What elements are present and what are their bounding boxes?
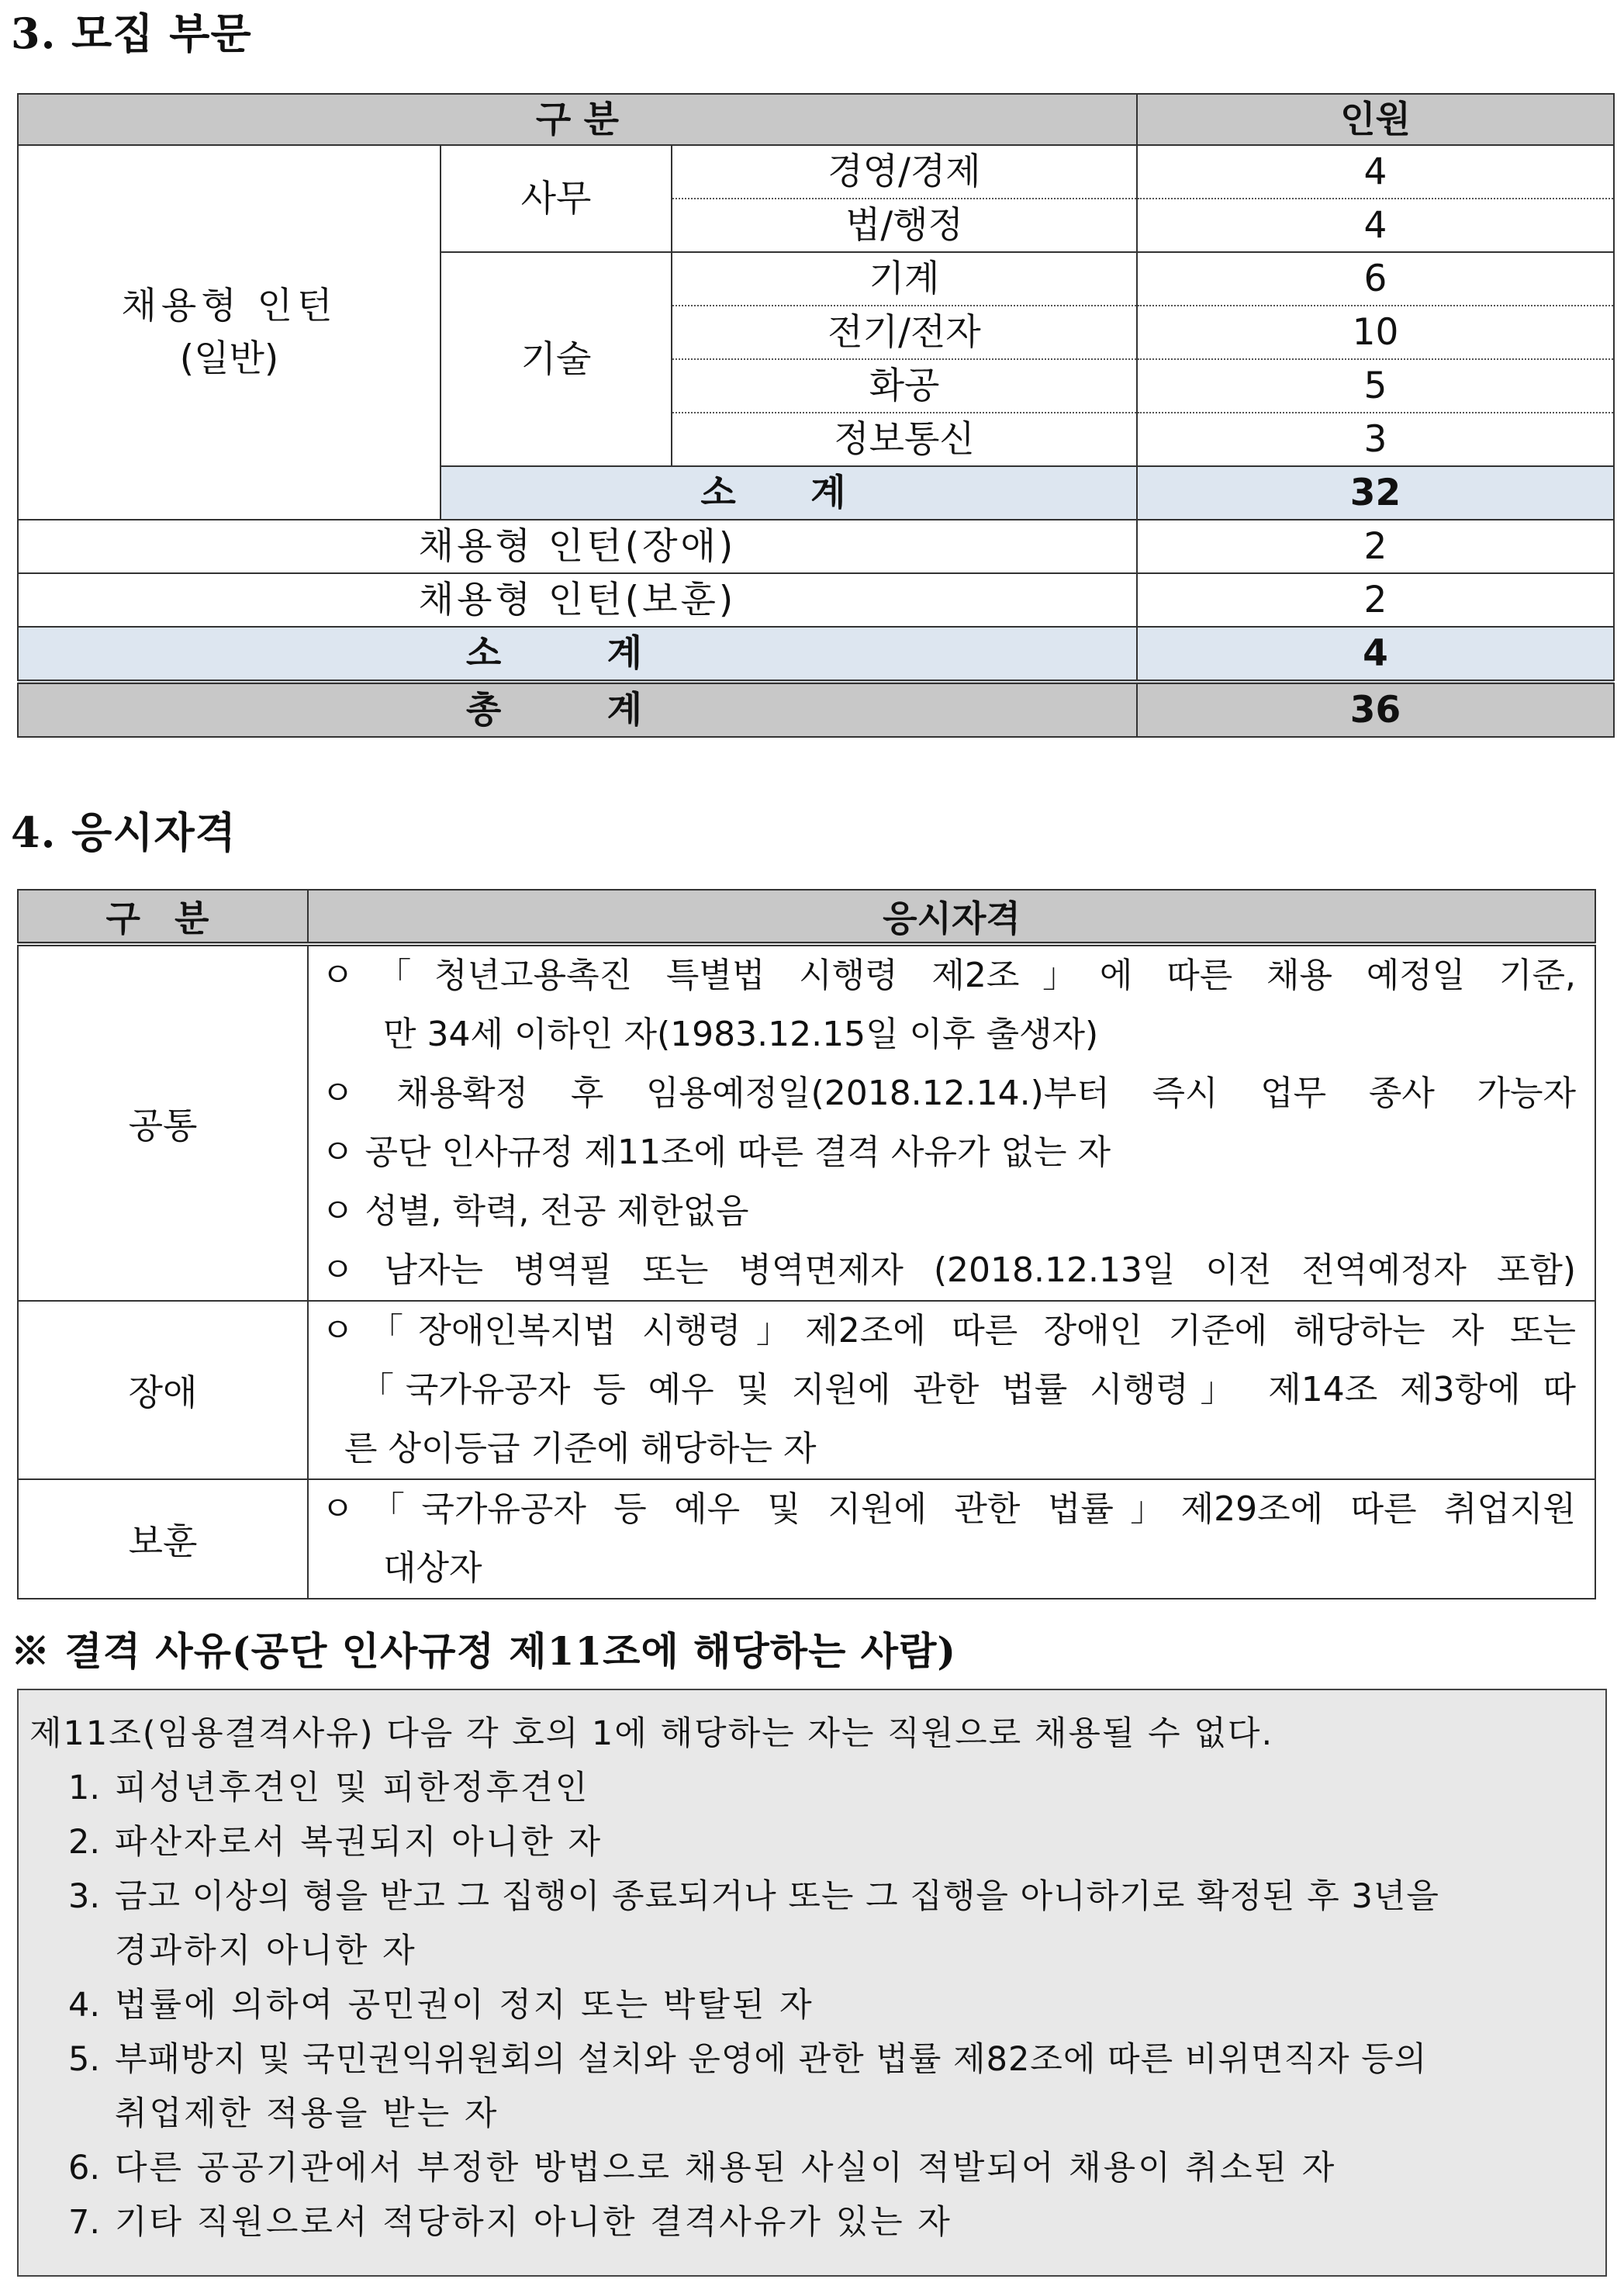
total-row <box>18 682 1614 737</box>
qualification-line: ㅇ「청년고용촉진 특별법 시행령 제2조」에 따른 채용 예정일 기준, <box>321 956 1576 995</box>
qualification-line: 만 34세 이하인 자(1983.12.15일 이후 출생자) <box>383 1015 1099 1054</box>
qualification-line: ㅇ 남자는 병역필 또는 병역면제자 (2018.12.13일 이전 전역예정자 포함) <box>321 1250 1576 1290</box>
common-label: 공통 <box>18 944 308 1301</box>
list-item <box>68 2142 1336 2189</box>
table-header-row <box>18 890 1595 944</box>
table-row <box>18 944 1595 1301</box>
count-cell: 10 <box>1137 306 1614 359</box>
count-cell: 4 <box>1137 145 1614 199</box>
field-cell: 기계 <box>672 252 1137 306</box>
item-number: 4. <box>68 1986 101 2025</box>
field-cell: 경영/경제 <box>672 145 1137 199</box>
field-cell: 화공 <box>672 359 1137 413</box>
subtotal-label: 소 계 <box>441 466 1137 520</box>
disabled-label: 장애 <box>18 1301 308 1479</box>
count-cell: 3 <box>1137 413 1614 466</box>
subtotal-value: 32 <box>1137 466 1614 520</box>
section-4-heading: 4. 응시자격 <box>11 808 237 857</box>
disabled-label: 채용형 인턴(장애) <box>18 520 1137 573</box>
count-cell: 6 <box>1137 252 1614 306</box>
list-item <box>68 1870 1439 1918</box>
qualification-line: ㅇ 채용확정 후 임용예정일(2018.12.14.)부터 즉시 업무 종사 가능자 <box>321 1074 1576 1113</box>
qualification-line: ㅇ 공단 인사규정 제11조에 따른 결격 사유가 없는 자 <box>321 1133 1111 1172</box>
disqualification-heading: ※ 결격 사유(공단 인사규정 제11조에 해당하는 사람) <box>11 1628 957 1674</box>
list-item <box>68 1816 603 1863</box>
item-text: 법률에 의하여 공민권이 정지 또는 박탈된 자 <box>115 1986 814 2025</box>
veteran-qualifications <box>308 1479 1595 1599</box>
count-cell: 4 <box>1137 199 1614 252</box>
item-text: 피성년후견인 및 피한정후견인 <box>115 1769 590 1807</box>
qualification-table <box>17 889 1596 1599</box>
total-value: 36 <box>1137 682 1614 737</box>
table-row <box>18 520 1614 573</box>
disqualification-intro: 제11조(임용결격사유) 다음 각 호의 1에 해당하는 자는 직원으로 채용될 수 없다. <box>29 1714 1274 1753</box>
item-text: 다른 공공기관에서 부정한 방법으로 채용된 사실이 적발되어 채용이 취소된 자 <box>115 2149 1337 2187</box>
item-number: 2. <box>68 1823 101 1862</box>
list-item <box>68 1762 589 1809</box>
group-general-cell <box>18 145 441 520</box>
item-text: 기타 직원으로서 적당하지 아니한 결격사유가 있는 자 <box>115 2203 952 2242</box>
count-cell: 5 <box>1137 359 1614 413</box>
qualification-line: 대상자 <box>383 1548 482 1588</box>
disqualification-box <box>17 1689 1607 2277</box>
total-label: 총 계 <box>18 682 1137 737</box>
list-item <box>68 1979 814 2026</box>
table-row <box>18 1479 1595 1599</box>
count-cell: 2 <box>1137 520 1614 573</box>
qualification-line: ㅇ 성별, 학력, 전공 제한없음 <box>321 1191 749 1231</box>
subtotal2-value: 4 <box>1137 627 1614 682</box>
table-row <box>18 1301 1595 1479</box>
recruitment-table <box>17 93 1615 738</box>
item-number: 6. <box>68 2149 101 2187</box>
qualification-line: ㅇ「국가유공자 등 예우 및 지원에 관한 법률」제29조에 따른 취업지원 <box>321 1489 1576 1529</box>
item-text: 금고 이상의 형을 받고 그 집행이 종료되거나 또는 그 집행을 아니하기로 확정된 후 3년을 <box>115 1877 1439 1916</box>
header-category: 구 분 <box>18 94 1137 145</box>
count-cell: 2 <box>1137 573 1614 627</box>
list-item <box>68 2196 952 2243</box>
list-item <box>68 2033 1427 2080</box>
qualification-line: 른 상이등급 기준에 해당하는 자 <box>344 1429 817 1468</box>
common-qualifications <box>308 944 1595 1301</box>
qualification-line: ㅇ「장애인복지법 시행령」제2조에 따른 장애인 기준에 해당하는 자 또는 <box>321 1311 1576 1350</box>
field-cell: 정보통신 <box>672 413 1137 466</box>
item-text-continued: 취업제한 적용을 받는 자 <box>115 2094 499 2133</box>
veteran-label: 보훈 <box>18 1479 308 1599</box>
subtotal2-label: 소 계 <box>18 627 1137 682</box>
subtotal-row <box>18 627 1614 682</box>
header-count: 인원 <box>1137 94 1614 145</box>
item-text: 파산자로서 복권되지 아니한 자 <box>115 1823 603 1862</box>
group-general-label: 채용형 인턴 <box>121 284 337 327</box>
field-cell: 법/행정 <box>672 199 1137 252</box>
header-qualification: 응시자격 <box>308 890 1595 944</box>
item-number: 7. <box>68 2203 101 2242</box>
header-category: 구 분 <box>18 890 308 944</box>
qualification-line: 「국가유공자 등 예우 및 지원에 관한 법률 시행령」 제14조 제3항에 따 <box>360 1370 1576 1409</box>
table-row <box>18 573 1614 627</box>
item-number: 5. <box>68 2040 101 2079</box>
item-number: 1. <box>68 1769 101 1807</box>
section-3-heading: 3. 모집 부문 <box>11 9 252 58</box>
veteran-label: 채용형 인턴(보훈) <box>18 573 1137 627</box>
table-row <box>18 145 1614 199</box>
disabled-qualifications <box>308 1301 1595 1479</box>
group-general-sublabel: (일반) <box>179 337 279 380</box>
table-header-row <box>18 94 1614 145</box>
item-text: 부패방지 및 국민권익위원회의 설치와 운영에 관한 법률 제82조에 따른 비위면직자 등의 <box>115 2040 1428 2079</box>
field-cell: 전기/전자 <box>672 306 1137 359</box>
item-number: 3. <box>68 1877 101 1916</box>
office-category: 사무 <box>441 145 672 252</box>
item-text-continued: 경과하지 아니한 자 <box>115 1931 417 1970</box>
tech-category: 기술 <box>441 252 672 466</box>
